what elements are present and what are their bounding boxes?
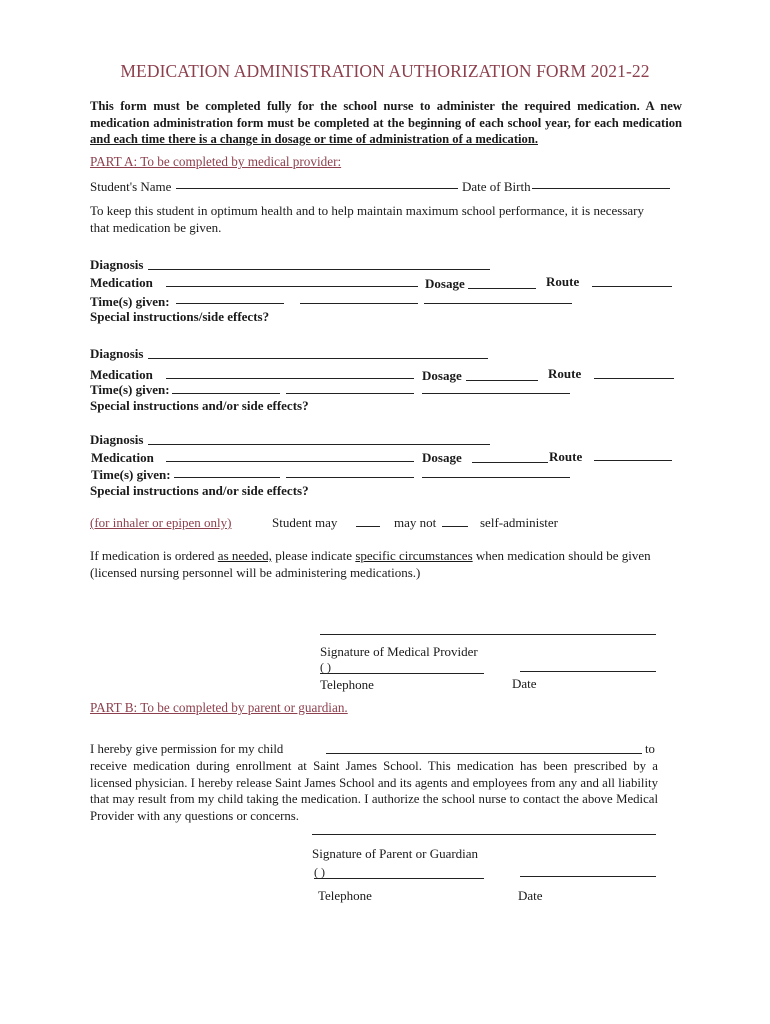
provider-date-label: Date (512, 676, 537, 691)
time-field-2c[interactable] (422, 393, 570, 394)
may-not-field[interactable] (442, 526, 468, 527)
times-label-1: Time(s) given: (90, 294, 170, 309)
as-needed-text-2: please indicate (271, 548, 356, 563)
student-name-field[interactable] (176, 188, 458, 189)
dosage-label-2: Dosage (422, 368, 462, 383)
diagnosis-label-3: Diagnosis (90, 432, 144, 447)
special-label-3: Special instructions and/or side effects? (90, 483, 309, 498)
as-needed-text-3: when medication should be given (licensed nursing personnel will be administering medications.) (90, 548, 651, 580)
parent-date-field[interactable] (520, 876, 656, 877)
time-field-3c[interactable] (422, 477, 570, 478)
inhaler-note: (for inhaler or epipen only) (90, 515, 232, 530)
parent-telephone-label: Telephone (318, 888, 372, 903)
time-field-2a[interactable] (172, 393, 280, 394)
parent-telephone-field[interactable] (314, 878, 484, 879)
intro-paragraph (90, 98, 682, 148)
times-label-3: Time(s) given: (91, 467, 171, 482)
as-needed-paragraph (90, 548, 662, 581)
medication-field-3[interactable] (166, 461, 414, 462)
time-field-3b[interactable] (286, 477, 414, 478)
dob-label: Date of Birth (462, 179, 531, 194)
provider-telephone-label: Telephone (320, 677, 374, 692)
time-field-2b[interactable] (286, 393, 414, 394)
specific-circumstances-underlined: specific circumstances (355, 548, 473, 563)
route-field-1[interactable] (592, 286, 672, 287)
medication-field-2[interactable] (166, 378, 414, 379)
special-label-2: Special instructions and/or side effects? (90, 398, 309, 413)
may-not-label: may not (394, 515, 437, 530)
permission-to: to (645, 742, 655, 756)
medication-label-3: Medication (91, 450, 154, 465)
diagnosis-label-1: Diagnosis (90, 257, 144, 272)
time-field-1b[interactable] (300, 303, 418, 304)
intro-text: This form must be completed fully for the school nurse to administer the required medication. A new medication administration form must be completed at the beginning of each school year, for each medication (90, 99, 682, 130)
student-may-field[interactable] (356, 526, 380, 527)
student-name-label: Student's Name (90, 179, 172, 194)
provider-signature-label: Signature of Medical Provider (320, 644, 478, 659)
time-field-3a[interactable] (174, 477, 280, 478)
medication-field-1[interactable] (166, 286, 418, 287)
route-label-1: Route (546, 274, 580, 289)
part-b-heading: PART B: To be completed by parent or guardian. (90, 700, 348, 715)
diagnosis-field-2[interactable] (148, 358, 488, 359)
provider-date-field[interactable] (520, 671, 656, 672)
dosage-field-1[interactable] (468, 288, 536, 289)
student-may-label: Student may (272, 515, 338, 530)
permission-paragraph: receive medication during enrollment at Saint James School. This medication has been prescribed by a licensed physician. I hereby release Saint James School and its agents and employees from any and all liability that may result from my child taking the medication. I authorize the school nurse to contact the above Medical Provider with any questions or concerns. (90, 759, 658, 823)
medication-label-2: Medication (90, 367, 153, 382)
provider-signature-field[interactable] (320, 634, 656, 635)
time-field-1c[interactable] (424, 303, 572, 304)
diagnosis-field-3[interactable] (148, 444, 490, 445)
dosage-field-2[interactable] (466, 380, 538, 381)
parent-phone-parens: ( ) (314, 865, 325, 879)
route-field-2[interactable] (594, 378, 674, 379)
self-administer-label: self-administer (480, 515, 558, 530)
diagnosis-label-2: Diagnosis (90, 346, 144, 361)
dosage-label-1: Dosage (425, 276, 465, 291)
dob-field[interactable] (532, 188, 670, 189)
child-name-field[interactable] (326, 753, 642, 754)
statement-paragraph: To keep this student in optimum health and to help maintain maximum school performance, it is necessary that medication be given. (90, 203, 644, 235)
form-title: MEDICATION ADMINISTRATION AUTHORIZATION FORM 2021-22 (120, 61, 650, 81)
times-label-2: Time(s) given: (90, 382, 170, 397)
medication-label-1: Medication (90, 275, 153, 290)
time-field-1a[interactable] (176, 303, 284, 304)
route-label-3: Route (549, 449, 583, 464)
as-needed-underlined: as needed, (217, 548, 272, 563)
provider-telephone-field[interactable] (320, 673, 484, 674)
provider-phone-parens: ( ) (320, 660, 331, 674)
parent-signature-field[interactable] (312, 834, 656, 835)
intro-underlined-text: and each time there is a change in dosage or time of administration of a medication. (90, 132, 538, 146)
parent-date-label: Date (518, 888, 543, 903)
special-label-1: Special instructions/side effects? (90, 309, 270, 324)
part-a-heading: PART A: To be completed by medical provider: (90, 154, 342, 169)
diagnosis-field-1[interactable] (148, 269, 490, 270)
dosage-field-3[interactable] (472, 462, 548, 463)
as-needed-text-1: If medication is ordered (90, 548, 218, 563)
dosage-label-3: Dosage (422, 450, 462, 465)
route-field-3[interactable] (594, 460, 672, 461)
parent-signature-label: Signature of Parent or Guardian (312, 846, 479, 861)
route-label-2: Route (548, 366, 582, 381)
permission-start: I hereby give permission for my child (90, 742, 284, 756)
